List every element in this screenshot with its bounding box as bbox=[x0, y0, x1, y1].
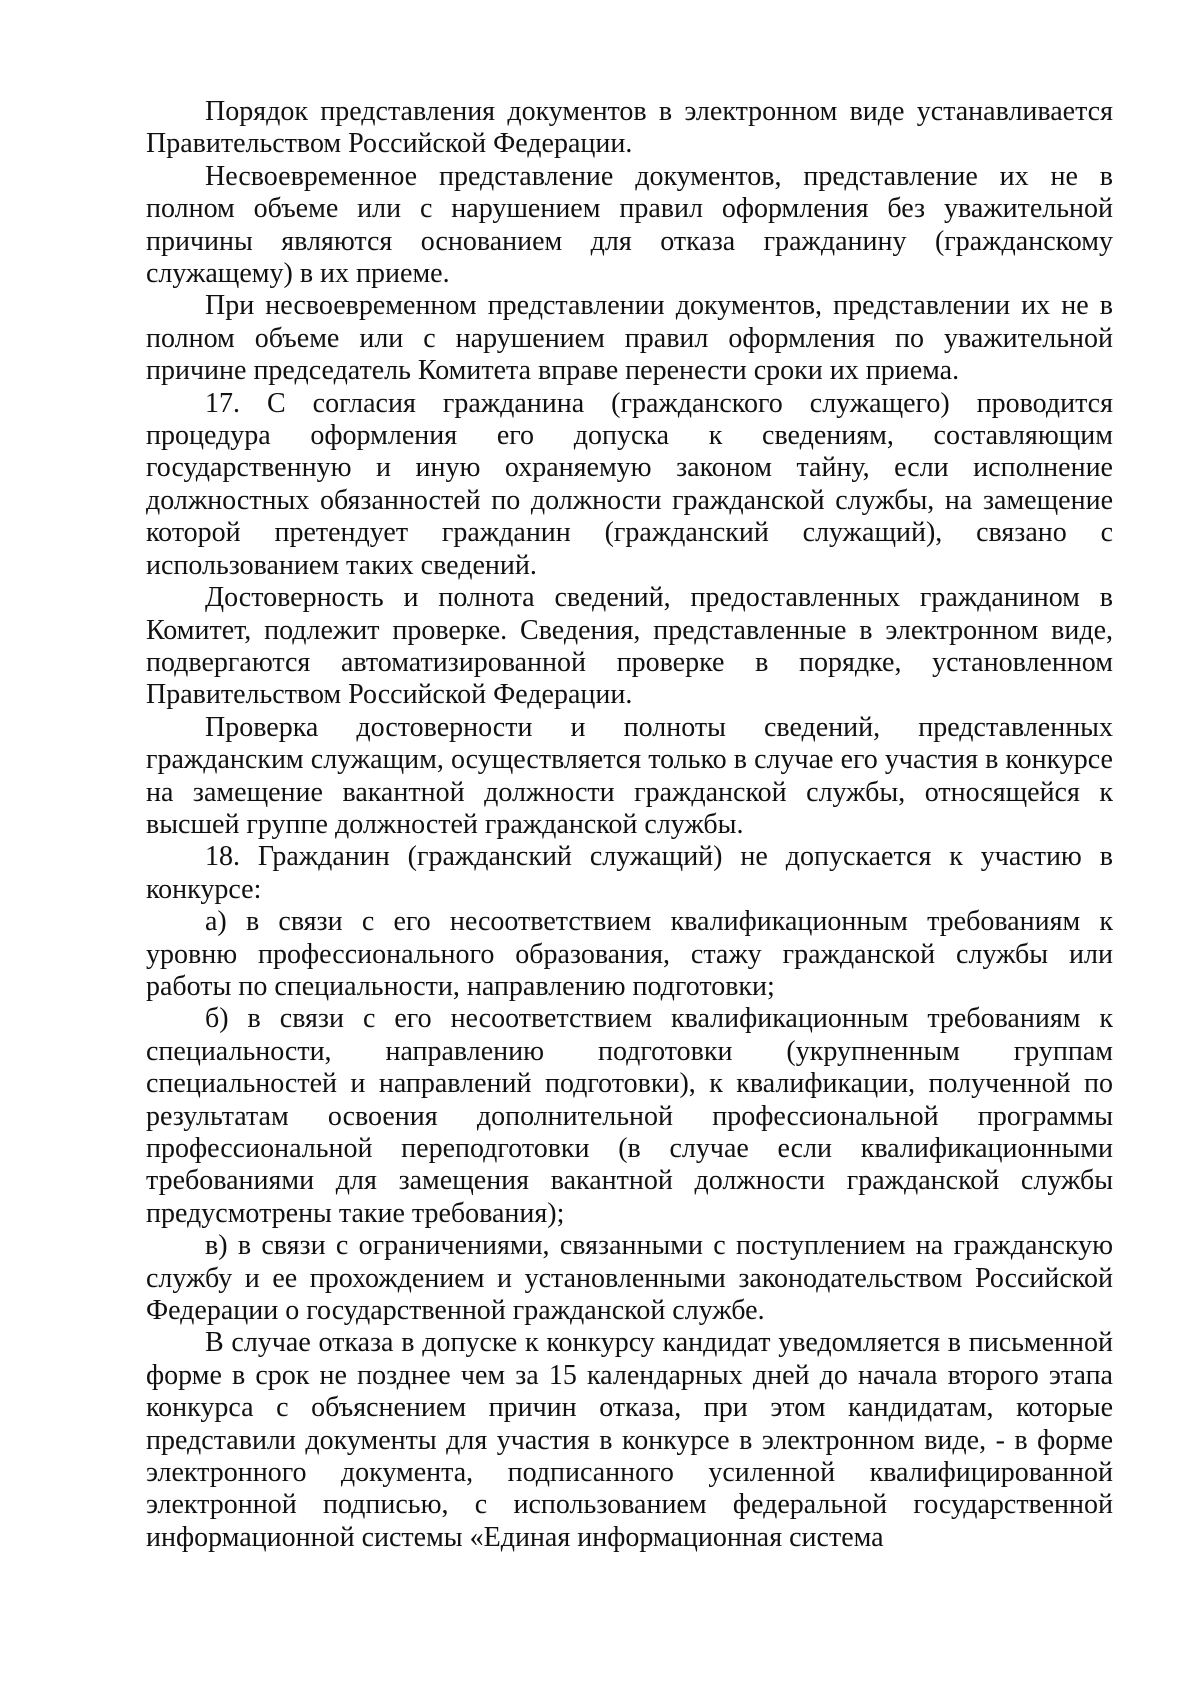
paragraph-electronic-docs-order: Порядок представления документов в электронном виде устанавливается Правительством Российской Федерации. bbox=[146, 96, 1113, 160]
list-item-v: в) в связи с ограничениями, связанными с поступлением на гражданскую службу и ее прохождением и установленными законодательством Российской Федерации о государственной гражданской службе. bbox=[146, 1230, 1113, 1327]
document-body bbox=[146, 96, 1113, 1554]
paragraph-17-access-clearance: 17. С согласия гражданина (гражданского служащего) проводится процедура оформления его допуска к сведениям, составляющим государственную и иную охраняемую законом тайну, если исполнение должностных обязанностей по должности гражданской службы, на замещение которой претендует гражданин (гражданский служащий), связано с использованием таких сведений. bbox=[146, 387, 1113, 581]
paragraph-late-submission-valid-reason: При несвоевременном представлении документов, представлении их не в полном объеме или с нарушением правил оформления по уважительной причине председатель Комитета вправе перенести сроки их приема. bbox=[146, 290, 1113, 387]
list-item-b: б) в связи с его несоответствием квалификационным требованиям к специальности, направлению подготовки (укрупненным группам специальностей и направлений подготовки), к квалификации, полученной по результатам освоения дополнительной профессиональной программы профессиональной переподготовки (в случае если квалификационными требованиями для замещения вакантной должности гражданской службы предусмотрены такие требования); bbox=[146, 1003, 1113, 1229]
paragraph-18-not-admitted: 18. Гражданин (гражданский служащий) не допускается к участию в конкурсе: bbox=[146, 841, 1113, 905]
list-item-a: а) в связи с его несоответствием квалификационным требованиям к уровню профессионального образования, стажу гражданской службы или работы по специальности, направлению подготовки; bbox=[146, 906, 1113, 1002]
paragraph-information-verification: Достоверность и полнота сведений, предоставленных гражданином в Комитет, подлежит проверке. Сведения, представленные в электронном виде, подвергаются автоматизированной проверке в порядке, установленном Правительством Российской Федерации. bbox=[146, 582, 1113, 711]
paragraph-verification-civil-servant: Проверка достоверности и полноты сведений, представленных гражданским служащим, осуществляется только в случае его участия в конкурсе на замещение вакантной должности гражданской службы, относящейся к высшей группе должностей гражданской службы. bbox=[146, 711, 1113, 840]
paragraph-late-submission-refusal: Несвоевременное представление документов, представление их не в полном объеме или с нарушением правил оформления без уважительной причины являются основанием для отказа гражданину (гражданскому служащему) в их приеме. bbox=[146, 160, 1113, 290]
paragraph-refusal-notification: В случае отказа в допуске к конкурсу кандидат уведомляется в письменной форме в срок не позднее чем за 15 календарных дней до начала второго этапа конкурса с объяснением причин отказа, при этом кандидатам, которые представили документы для участия в конкурсе в электронном виде, - в форме электронного документа, подписанного усиленной квалифицированной электронной подписью, с использованием федеральной государственной информационной системы «Единая информационная система bbox=[146, 1327, 1113, 1553]
